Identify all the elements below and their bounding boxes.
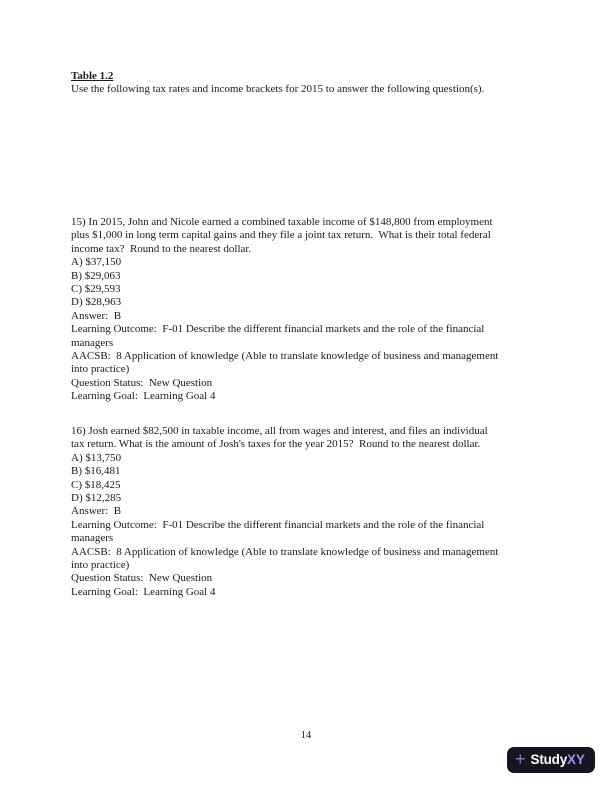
brand-name-accent: XY xyxy=(567,752,585,768)
question-16-text-line-1: 16) Josh earned $82,500 in taxable income, all from wages and interest, and files an individual xyxy=(71,425,488,437)
question-16-answer: Answer: B xyxy=(71,505,122,518)
question-15-text-line-2: plus $1,000 in long term capital gains and they file a joint tax return. What is their total federal xyxy=(71,229,491,242)
question-15-aacsb-line-1: AACSB: 8 Application of knowledge (Able to translate knowledge of business and management xyxy=(71,350,499,363)
question-15-text-line-3: income tax? Round to the nearest dollar. xyxy=(71,242,252,255)
question-16-status: Question Status: New Question xyxy=(71,572,213,585)
question-16-aacsb-line-1: AACSB: 8 Application of knowledge (Able to translate knowledge of business and management xyxy=(71,545,499,558)
brand-name-primary: Study xyxy=(530,752,568,768)
question-16-learning-outcome-line-1: Learning Outcome: F-01 Describe the different financial markets and the role of the financial xyxy=(71,518,485,531)
plus-icon: + xyxy=(515,749,526,769)
question-15-aacsb-line-2: into practice) xyxy=(71,363,130,376)
table-instructions: Use the following tax rates and income brackets for 2015 to answer the following question(s). xyxy=(71,83,485,96)
table-label: Table 1.2 xyxy=(71,70,114,82)
question-15 xyxy=(71,216,553,404)
question-15-status: Question Status: New Question xyxy=(71,376,213,389)
question-16-choice-a: A) $13,750 xyxy=(71,451,122,464)
question-16-learning-outcome-line-2: managers xyxy=(71,532,114,545)
question-15-choice-a: A) $37,150 xyxy=(71,256,122,269)
studyxy-logo xyxy=(507,747,595,773)
question-15-choice-d: D) $28,963 xyxy=(71,296,122,309)
question-16-text-line-2: tax return. What is the amount of Josh's taxes for the year 2015? Round to the nearest dollar. xyxy=(71,438,481,451)
table-header xyxy=(71,70,553,97)
question-16-choice-d: D) $12,285 xyxy=(71,492,122,505)
question-15-learning-outcome-line-1: Learning Outcome: F-01 Describe the different financial markets and the role of the financial xyxy=(71,323,485,336)
question-15-answer: Answer: B xyxy=(71,309,122,322)
question-16-learning-goal: Learning Goal: Learning Goal 4 xyxy=(71,585,216,598)
question-16-aacsb-line-2: into practice) xyxy=(71,559,130,572)
question-16 xyxy=(71,425,553,599)
question-16-choice-b: B) $16,481 xyxy=(71,465,121,478)
question-15-text-line-1: 15) In 2015, John and Nicole earned a combined taxable income of $148,800 from employment xyxy=(71,216,493,228)
question-15-learning-outcome-line-2: managers xyxy=(71,336,114,349)
question-15-choice-b: B) $29,063 xyxy=(71,269,121,282)
page-number: 14 xyxy=(300,730,312,741)
question-16-choice-c: C) $18,425 xyxy=(71,478,121,491)
question-15-choice-c: C) $29,593 xyxy=(71,283,121,296)
question-15-learning-goal: Learning Goal: Learning Goal 4 xyxy=(71,390,216,403)
